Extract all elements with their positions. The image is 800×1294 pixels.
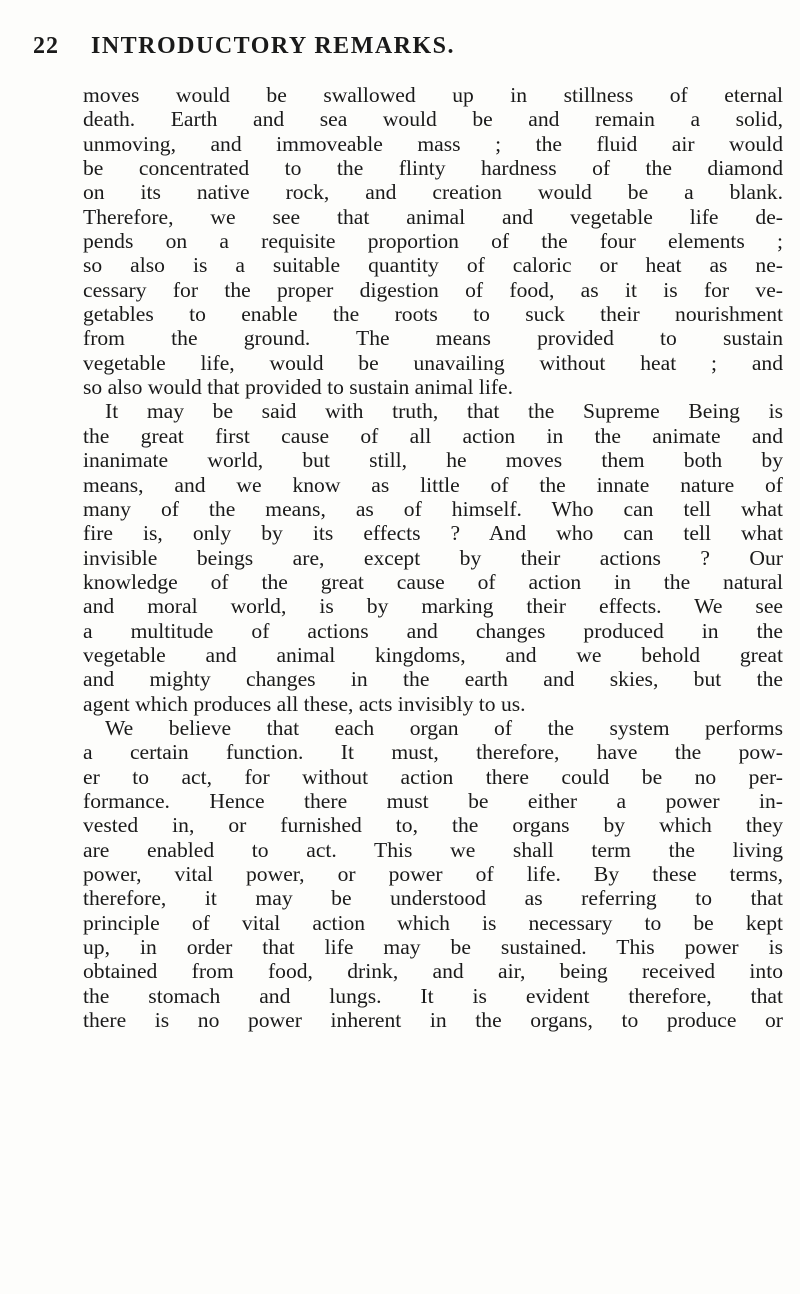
text-line: agent which produces all these, acts invisibly to us. bbox=[83, 691, 526, 716]
text-line: a certain function. It must, therefore, have the pow- bbox=[83, 740, 783, 765]
text-line: many of the means, as of himself. Who can tell what bbox=[83, 496, 783, 521]
running-head bbox=[33, 28, 773, 64]
text-line: formance. Hence there must be either a power in- bbox=[83, 788, 783, 813]
text-line: a multitude of actions and changes produced in the bbox=[83, 618, 783, 643]
text-line: there is no power inherent in the organs, to produce or bbox=[83, 1008, 783, 1033]
text-line: vegetable and animal kingdoms, and we behold great bbox=[83, 642, 783, 667]
text-line: so also is a suitable quantity of caloric or heat as ne- bbox=[83, 253, 783, 278]
text-line: and moral world, is by marking their effects. We see bbox=[83, 594, 783, 619]
text-line: knowledge of the great cause of action in the natural bbox=[83, 569, 783, 594]
text-line: cessary for the proper digestion of food, as it is for ve- bbox=[83, 277, 783, 302]
text-line: pends on a requisite proportion of the four elements ; bbox=[83, 229, 783, 254]
text-line: unmoving, and immoveable mass ; the fluid air would bbox=[83, 131, 783, 156]
running-title: INTRODUCTORY REMARKS. bbox=[91, 33, 456, 59]
text-line: Therefore, we see that animal and vegetable life de- bbox=[83, 204, 783, 229]
text-line: the great first cause of all action in the animate and bbox=[83, 423, 783, 448]
text-line: death. Earth and sea would be and remain a solid, bbox=[83, 107, 783, 132]
text-line: up, in order that life may be sustained. This power is bbox=[83, 935, 783, 960]
text-line: power, vital power, or power of life. By these terms, bbox=[83, 862, 783, 886]
text-line: principle of vital action which is necessary to be kept bbox=[83, 910, 783, 935]
text-line: the stomach and lungs. It is evident therefore, that bbox=[83, 983, 783, 1008]
text-line: er to act, for without action there could be no per- bbox=[83, 764, 783, 789]
text-line: inanimate world, but still, he moves them both by bbox=[83, 448, 783, 473]
text-line: therefore, it may be understood as referring to that bbox=[83, 886, 783, 911]
text-line: and mighty changes in the earth and skies, but the bbox=[83, 667, 783, 692]
body-text bbox=[83, 83, 783, 1032]
text-line: vested in, or furnished to, the organs by which they bbox=[83, 813, 783, 838]
paragraph-start: We believe that each organ of the system performs bbox=[105, 715, 783, 740]
paragraph-start: It may be said with truth, that the Supreme Being is bbox=[105, 399, 783, 424]
text-line: be concentrated to the flinty hardness of the diamond bbox=[83, 156, 783, 181]
text-line: invisible beings are, except by their actions ? Our bbox=[83, 545, 783, 570]
text-line: moves would be swallowed up in stillness of eternal bbox=[83, 83, 783, 107]
page-number: 22 bbox=[33, 33, 59, 59]
text-line: means, and we know as little of the innate nature of bbox=[83, 472, 783, 497]
text-line: are enabled to act. This we shall term the living bbox=[83, 837, 783, 862]
text-line: obtained from food, drink, and air, being received into bbox=[83, 959, 783, 984]
text-line: from the ground. The means provided to sustain bbox=[83, 326, 783, 351]
text-line: on its native rock, and creation would be a blank. bbox=[83, 180, 783, 205]
text-line: getables to enable the roots to suck their nourishment bbox=[83, 302, 783, 327]
text-line: fire is, only by its effects ? And who can tell what bbox=[83, 521, 783, 546]
text-line: so also would that provided to sustain animal life. bbox=[83, 375, 514, 400]
text-line: vegetable life, would be unavailing without heat ; and bbox=[83, 350, 783, 375]
